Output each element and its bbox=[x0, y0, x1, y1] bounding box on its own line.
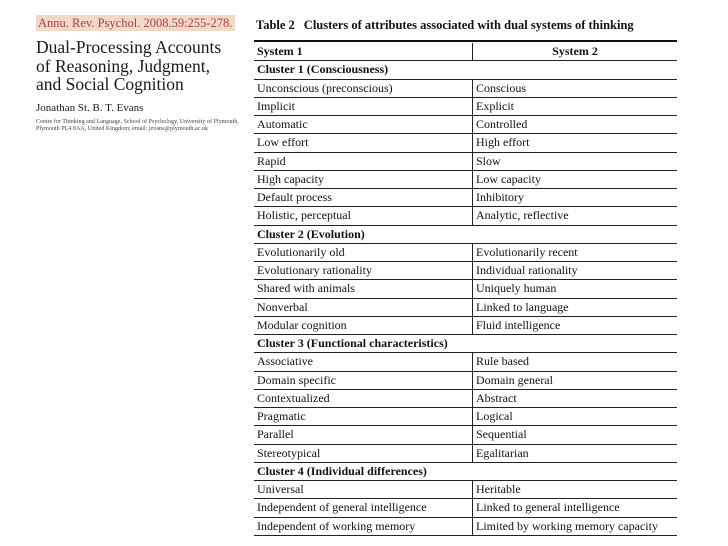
article-header bbox=[36, 14, 246, 134]
system-1-attribute: High capacity bbox=[254, 171, 473, 188]
table-row bbox=[254, 116, 677, 134]
table-row bbox=[254, 207, 677, 225]
article-author: Jonathan St. B. T. Evans bbox=[36, 101, 144, 114]
article-title bbox=[36, 38, 246, 94]
table-row bbox=[254, 244, 677, 262]
table-number: Table 2 bbox=[256, 18, 295, 32]
system-2-attribute: Limited by working memory capacity bbox=[476, 518, 658, 533]
table-row bbox=[254, 189, 677, 207]
system-2-attribute: Individual rationality bbox=[476, 263, 578, 277]
table-row bbox=[254, 299, 677, 317]
cluster-row bbox=[254, 335, 677, 353]
system-1-attribute: Implicit bbox=[254, 98, 473, 115]
system-2-attribute: Fluid intelligence bbox=[476, 317, 561, 332]
system-1-attribute: Pragmatic bbox=[254, 408, 473, 425]
cluster-row bbox=[254, 61, 677, 79]
table-row bbox=[254, 98, 677, 116]
table-row bbox=[254, 445, 677, 463]
system-2-attribute: Low capacity bbox=[476, 171, 541, 186]
table-row bbox=[254, 353, 677, 371]
system-2-attribute: Explicit bbox=[476, 98, 514, 113]
system-2-attribute: Domain general bbox=[476, 372, 553, 387]
table-row bbox=[254, 426, 677, 444]
article-title-line: and Social Cognition bbox=[36, 74, 184, 94]
table-row bbox=[254, 390, 677, 408]
cluster-heading: Cluster 3 (Functional characteristics) bbox=[257, 336, 448, 350]
table-row bbox=[254, 153, 677, 171]
table-row bbox=[254, 171, 677, 189]
cluster-heading: Cluster 2 (Evolution) bbox=[257, 226, 365, 241]
system-2-attribute: Egalitarian bbox=[476, 445, 529, 460]
table-row bbox=[254, 317, 677, 335]
system-1-attribute: Evolutionarily old bbox=[254, 244, 473, 261]
article-title-line: Dual-Processing Accounts bbox=[36, 37, 222, 57]
system-1-attribute: Shared with animals bbox=[254, 280, 473, 297]
table-row bbox=[254, 134, 677, 152]
system-2-attribute: Inhibitory bbox=[476, 190, 524, 204]
system-2-attribute: Heritable bbox=[476, 482, 521, 496]
table-row bbox=[254, 262, 677, 280]
article-title-line: of Reasoning, Judgment, bbox=[36, 55, 211, 76]
table-top-rule bbox=[254, 40, 677, 42]
system-1-attribute: Universal bbox=[254, 481, 473, 498]
system-1-attribute: Evolutionary rationality bbox=[254, 262, 473, 279]
cluster-row bbox=[254, 226, 677, 244]
table-row bbox=[254, 518, 677, 536]
system-1-attribute: Holistic, perceptual bbox=[254, 207, 473, 224]
system-2-attribute: Logical bbox=[476, 409, 513, 423]
system-1-attribute: Modular cognition bbox=[254, 317, 473, 334]
system-1-attribute: Contextualized bbox=[254, 390, 473, 407]
author-affiliation: Centre for Thinking and Language, School of Psychology, University of Plymouth, Plymouth PL4 8AA, United Kingdom; email: jevans@plymouth.ac.uk bbox=[36, 118, 239, 133]
system-2-attribute: Slow bbox=[476, 153, 501, 168]
system-2-attribute: Abstract bbox=[476, 390, 517, 405]
system-1-attribute: Unconscious (preconscious) bbox=[254, 80, 473, 97]
header-system-2: System 2 bbox=[552, 44, 598, 58]
table-row bbox=[254, 80, 677, 98]
system-1-attribute: Domain specific bbox=[254, 372, 473, 389]
system-1-attribute: Low effort bbox=[254, 134, 473, 151]
table-row bbox=[254, 372, 677, 390]
table-header-row bbox=[254, 43, 677, 61]
system-2-attribute: Linked to language bbox=[476, 299, 569, 314]
system-1-attribute: Parallel bbox=[254, 426, 473, 443]
journal-citation: Annu. Rev. Psychol. 2008.59:255-278. bbox=[36, 15, 235, 31]
table-row bbox=[254, 408, 677, 426]
system-1-attribute: Default process bbox=[254, 189, 473, 206]
system-1-attribute: Rapid bbox=[254, 153, 473, 170]
attributes-table bbox=[254, 43, 677, 536]
system-2-attribute: Linked to general intelligence bbox=[476, 500, 620, 515]
system-2-attribute: Uniquely human bbox=[476, 281, 557, 296]
table-caption-text: Clusters of attributes associated with dual systems of thinking bbox=[303, 18, 634, 32]
system-1-attribute: Independent of general intelligence bbox=[254, 499, 473, 516]
system-1-attribute: Automatic bbox=[254, 116, 473, 133]
cluster-heading: Cluster 4 (Individual differences) bbox=[257, 463, 427, 478]
system-1-attribute: Independent of working memory bbox=[254, 518, 473, 535]
system-2-attribute: Sequential bbox=[476, 427, 527, 442]
system-2-attribute: Evolutionarily recent bbox=[476, 244, 578, 259]
system-1-attribute: Associative bbox=[254, 353, 473, 370]
system-1-attribute: Nonverbal bbox=[254, 299, 473, 316]
table-row bbox=[254, 280, 677, 298]
header-system-1: System 1 bbox=[254, 43, 473, 60]
table-row bbox=[254, 481, 677, 499]
table-caption bbox=[256, 17, 676, 33]
system-2-attribute: Controlled bbox=[476, 117, 528, 131]
system-2-attribute: High effort bbox=[476, 135, 530, 150]
system-1-attribute: Stereotypical bbox=[254, 445, 473, 462]
system-2-attribute: Analytic, reflective bbox=[476, 208, 569, 223]
table-row bbox=[254, 499, 677, 517]
cluster-heading: Cluster 1 (Consciousness) bbox=[257, 62, 389, 77]
system-2-attribute: Conscious bbox=[476, 80, 527, 95]
system-2-attribute: Rule based bbox=[476, 354, 529, 369]
cluster-row bbox=[254, 463, 677, 481]
